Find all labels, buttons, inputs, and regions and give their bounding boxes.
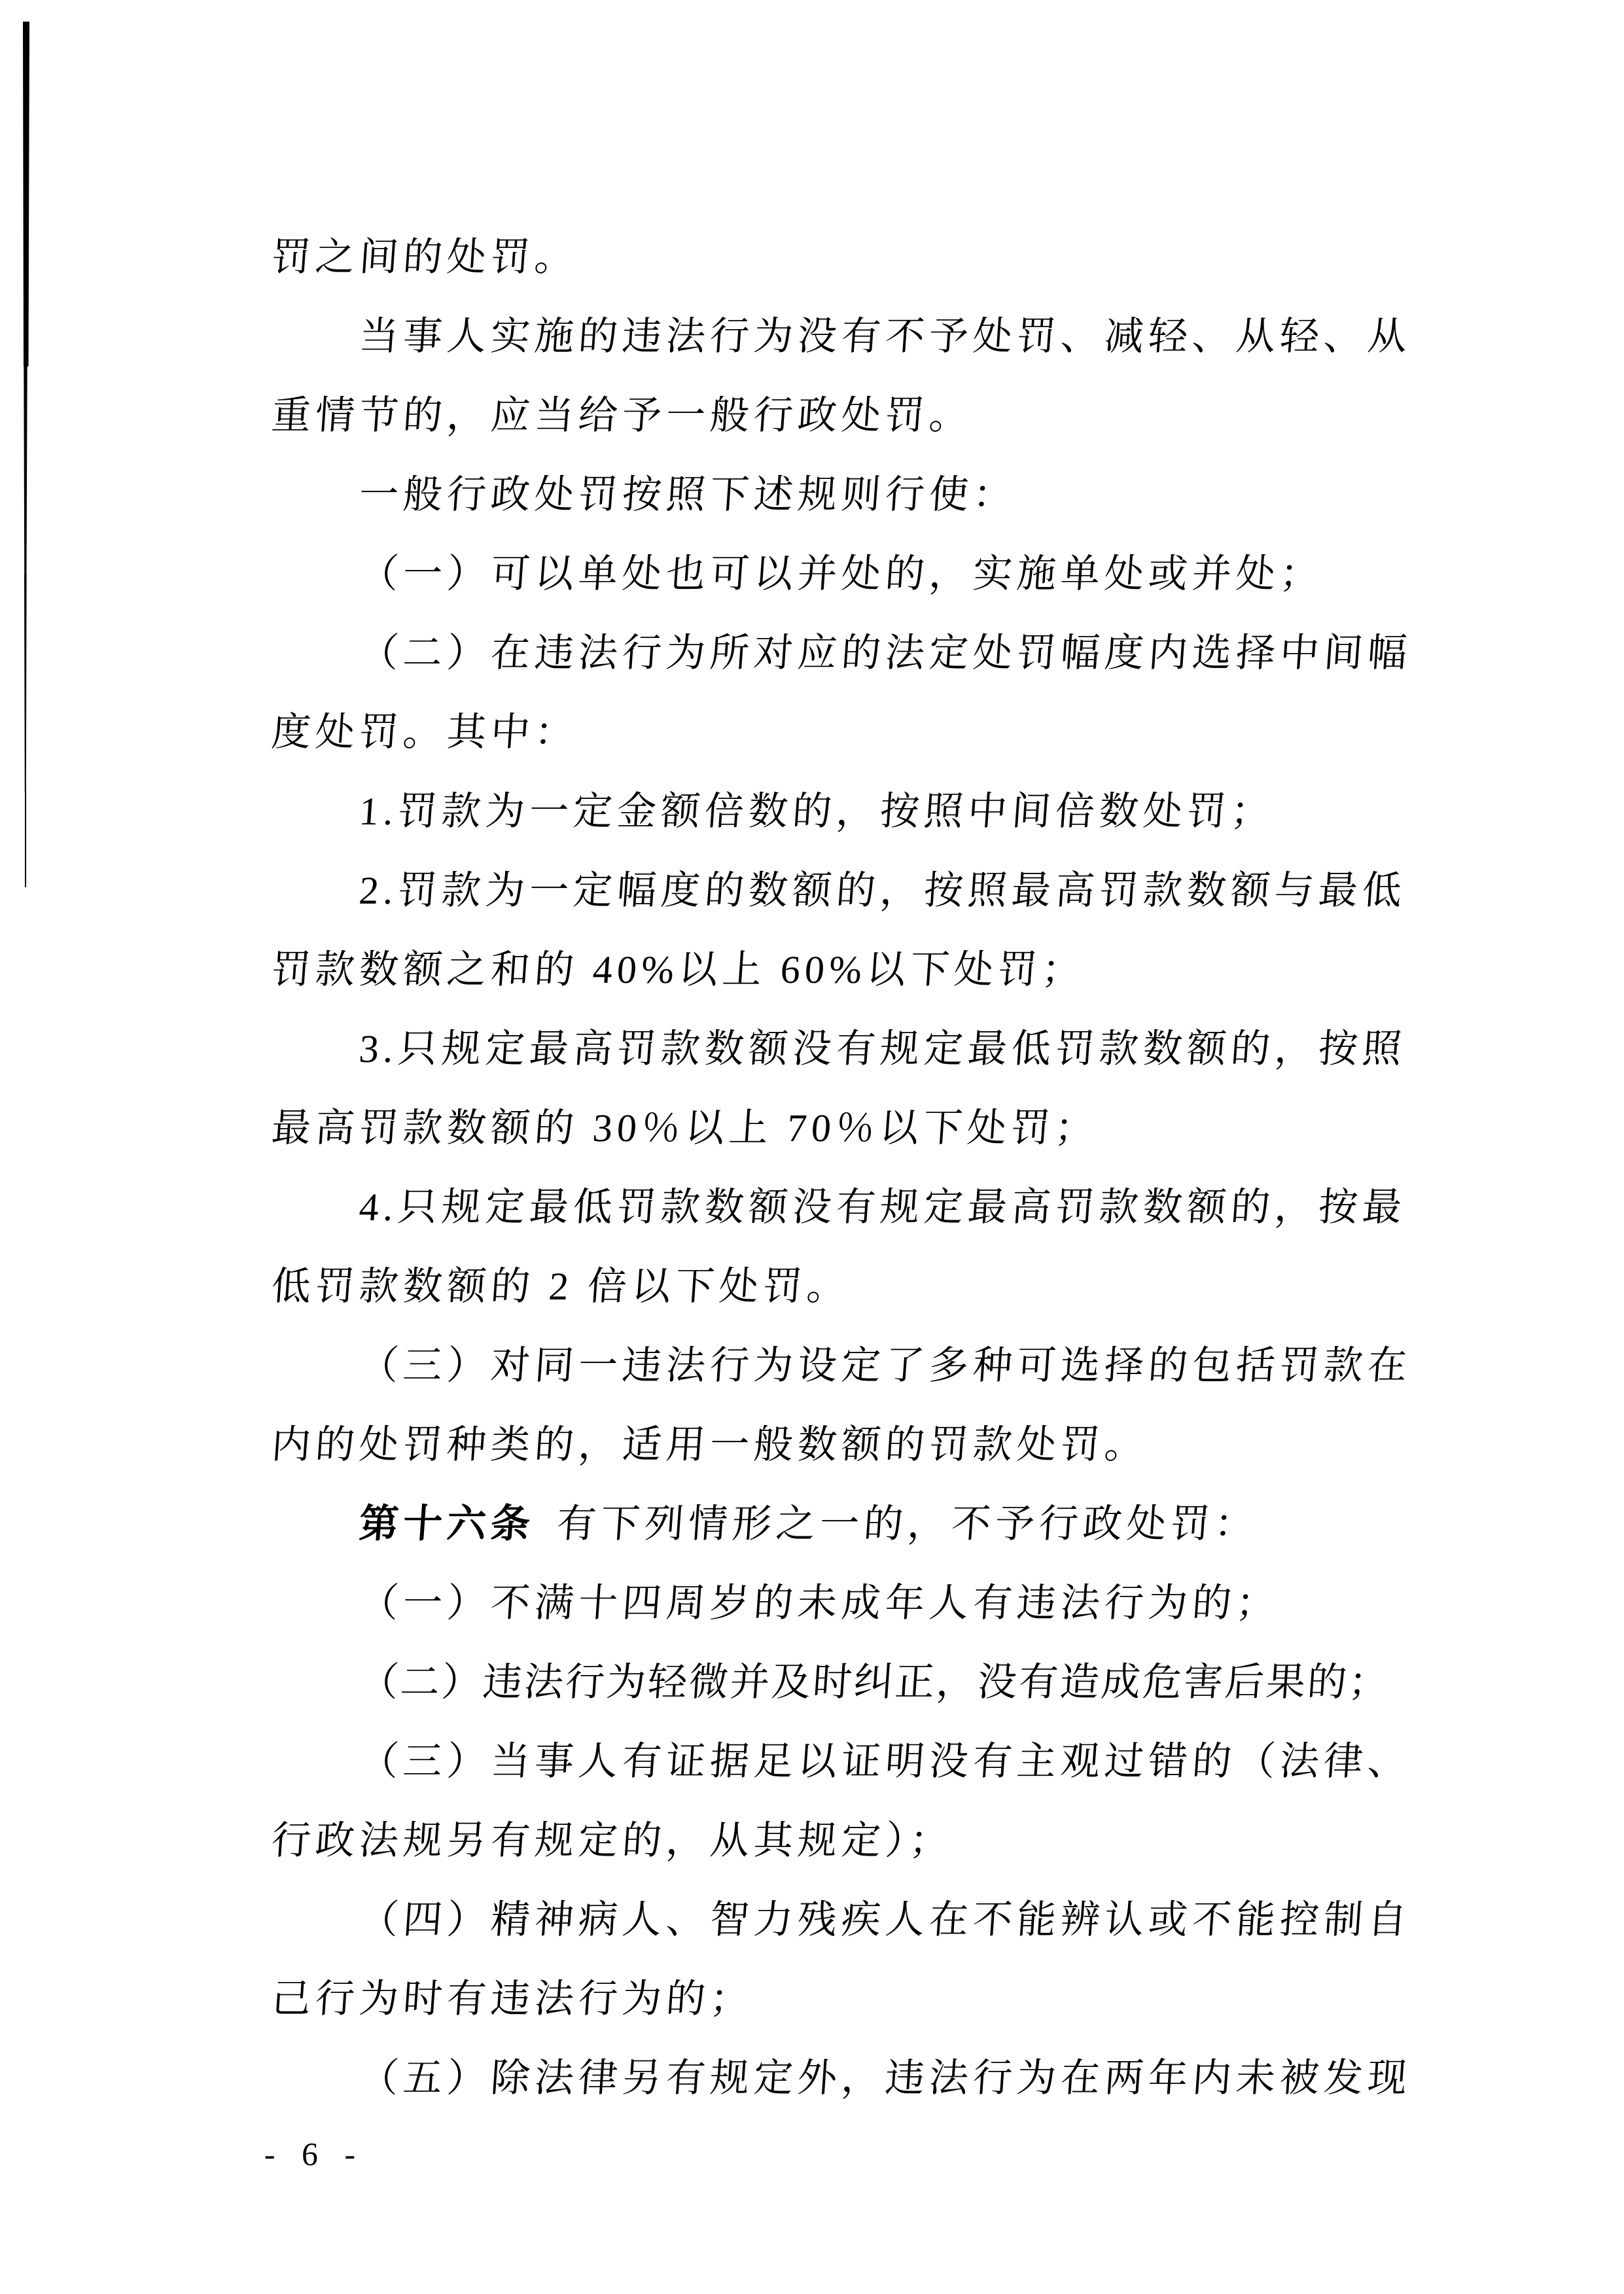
text-line: （三）对同一违法行为设定了多种可选择的包括罚款在: [357, 1344, 1413, 1387]
document-body: [272, 218, 1449, 2118]
article-16-heading: 第十六条: [357, 1502, 537, 1545]
text-line: 内的处罚种类的，适用一般数额的罚款处罚。: [270, 1423, 1150, 1466]
text-line: 3.只规定最高罚款数额没有规定最低罚款数额的，按照: [357, 1027, 1408, 1070]
text-line: 1.罚款为一定金额倍数的，按照中间倍数处罚；: [357, 790, 1277, 833]
text-line: 罚之间的处罚。: [270, 236, 580, 279]
text-line: （一）不满十四周岁的未成年人有违法行为的；: [357, 1581, 1282, 1625]
scan-artifact-line: [24, 574, 27, 792]
text-line: [269, 1485, 1452, 1564]
text-line: 4.只规定最低罚款数额没有规定最高罚款数额的，按最: [357, 1186, 1408, 1229]
text-line: 低罚款数额的 2 倍以下处罚。: [270, 1265, 853, 1308]
text-line: 行政法规另有规定的，从其规定）；: [270, 1819, 955, 1862]
article-16-heading-rest: 有下列情形之一的，不予行政处罚：: [555, 1502, 1260, 1545]
text-line: 罚款数额之和的 40%以上 60%以下处罚；: [270, 948, 1087, 991]
scan-artifact-line: [24, 365, 27, 576]
text-line: 2.罚款为一定幅度的数额的，按照最高罚款数额与最低: [357, 869, 1408, 912]
page-number: - 6 -: [264, 2136, 366, 2172]
text-line: （二）违法行为轻微并及时纠正，没有造成危害后果的；: [357, 1661, 1392, 1704]
scan-artifact-line: [23, 22, 29, 366]
text-line: 当事人实施的违法行为没有不予处罚、减轻、从轻、从: [357, 315, 1413, 358]
text-line: 重情节的，应当给予一般行政处罚。: [270, 394, 975, 437]
text-line: （五）除法律另有规定外，违法行为在两年内未被发现: [357, 2056, 1413, 2100]
scan-artifact-line: [25, 790, 26, 887]
text-line: （三）当事人有证据足以证明没有主观过错的（法律、: [357, 1740, 1413, 1783]
text-line: （四）精神病人、智力残疾人在不能辨认或不能控制自: [357, 1898, 1413, 1941]
text-line: （二）在违法行为所对应的法定处罚幅度内选择中间幅: [357, 631, 1413, 675]
text-line: 己行为时有违法行为的；: [270, 1977, 756, 2020]
text-line: 最高罚款数额的 30％以上 70％以下处罚；: [270, 1106, 1101, 1150]
text-line: 一般行政处罚按照下述规则行使：: [357, 473, 1019, 516]
text-line: （一）可以单处也可以并处的，实施单处或并处；: [357, 552, 1326, 595]
text-line: 度处罚。其中：: [270, 711, 580, 754]
